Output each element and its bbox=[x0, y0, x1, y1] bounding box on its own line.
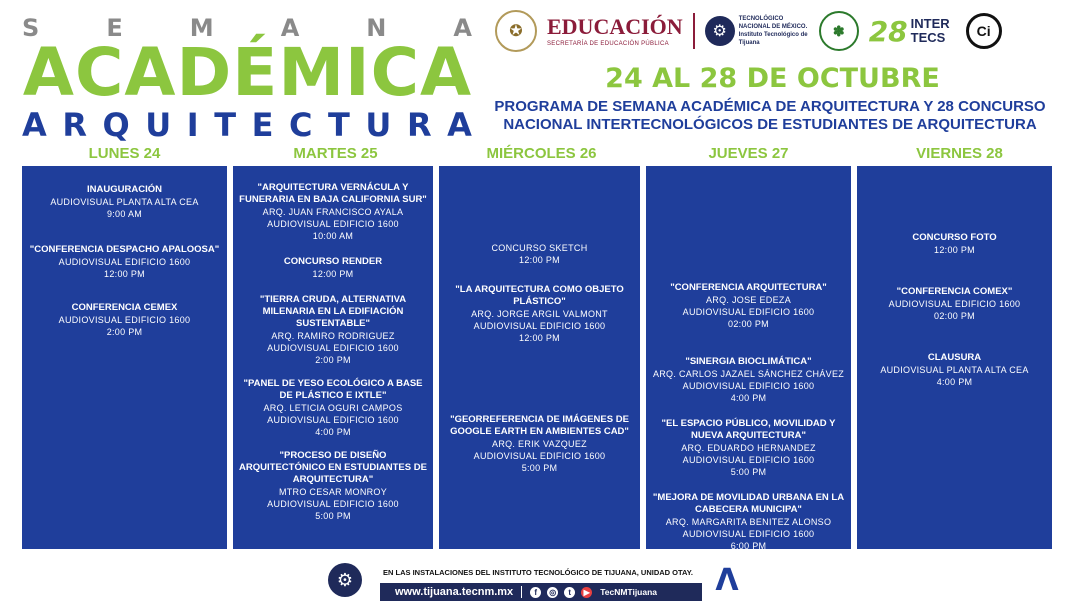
event-detail: 02:00 PM bbox=[728, 319, 769, 329]
event-detail: 5:00 PM bbox=[730, 467, 767, 477]
title-letter: T bbox=[328, 106, 350, 144]
event-detail: 2:00 PM bbox=[106, 327, 143, 337]
title-letter: A bbox=[447, 106, 472, 144]
event-detail: CONCURSO SKETCH bbox=[491, 243, 588, 253]
website-link[interactable]: www.tijuana.tecnm.mx bbox=[395, 586, 514, 598]
title-letter: U bbox=[145, 106, 172, 144]
schedule-column-miercoles bbox=[439, 166, 640, 549]
footer-location: EN LAS INSTALACIONES DEL INSTITUTO TECNOLÓGICO DE TIJUANA, UNIDAD OTAY. bbox=[383, 568, 694, 577]
header-logos bbox=[495, 8, 1075, 54]
schedule-event bbox=[445, 284, 634, 344]
title-letter: E bbox=[251, 106, 274, 144]
title-letter: N bbox=[366, 14, 387, 42]
tijuana-logo-icon: ✽ bbox=[819, 11, 859, 51]
event-detail: AUDIOVISUAL EDIFICIO 1600 bbox=[473, 451, 606, 461]
event-detail: 12:00 PM bbox=[934, 245, 975, 255]
divider bbox=[521, 586, 522, 598]
event-detail: AUDIOVISUAL EDIFICIO 1600 bbox=[682, 455, 815, 465]
title-academica: ACADÉMICA bbox=[22, 34, 473, 111]
schedule-event bbox=[652, 282, 845, 330]
event-title: "CONFERENCIA COMEX" bbox=[896, 286, 1013, 297]
event-detail: ARQ. JUAN FRANCISCO AYALA bbox=[262, 207, 404, 217]
schedule-column-lunes bbox=[22, 166, 227, 549]
day-header-miercoles: MIÉRCOLES 26 bbox=[486, 145, 597, 162]
title-letter: E bbox=[106, 14, 123, 42]
twitter-icon[interactable]: t bbox=[564, 587, 575, 598]
event-detail: AUDIOVISUAL EDIFICIO 1600 bbox=[682, 529, 815, 539]
schedule-column-jueves bbox=[646, 166, 851, 549]
event-detail: AUDIOVISUAL EDIFICIO 1600 bbox=[267, 343, 399, 353]
event-title: CONCURSO FOTO bbox=[912, 232, 997, 243]
schedule-event bbox=[863, 286, 1046, 322]
event-title: "CONFERENCIA DESPACHO APALOOSA" bbox=[29, 244, 220, 255]
schedule-event bbox=[28, 184, 221, 220]
day-header-viernes: VIERNES 28 bbox=[916, 145, 1003, 162]
ci-logo-icon: Ci bbox=[966, 13, 1002, 49]
event-detail: 5:00 PM bbox=[521, 463, 558, 473]
schedule-event bbox=[652, 418, 845, 478]
event-title: "GEORREFERENCIA DE IMÁGENES DE GOOGLE EARTH EN AMBIENTES CAD" bbox=[450, 414, 629, 437]
schedule-event bbox=[445, 242, 634, 266]
tecnm-gear-icon: ⚙ bbox=[328, 563, 362, 597]
schedule-column-viernes bbox=[857, 166, 1052, 549]
educacion-wordmark: EDUCACIÓN bbox=[547, 13, 683, 39]
event-detail: AUDIOVISUAL EDIFICIO 1600 bbox=[267, 415, 399, 425]
event-title: CLAUSURA bbox=[927, 352, 982, 363]
subtitle-line-2: NACIONAL INTERTECNOLÓGICOS DE ESTUDIANTES DE ARQUITECTURA bbox=[503, 116, 1037, 133]
title-letter: C bbox=[289, 106, 313, 144]
tecnm-logo bbox=[705, 15, 809, 47]
intertecs-wordmark bbox=[911, 17, 950, 45]
subtitle-line-1: PROGRAMA DE SEMANA ACADÉMICA DE ARQUITECTURA Y 28 CONCURSO bbox=[494, 98, 1046, 115]
schedule-event bbox=[863, 232, 1046, 256]
event-detail: MTRO CESAR MONROY bbox=[278, 487, 388, 497]
title-arquitectura bbox=[22, 106, 472, 144]
event-detail: 12:00 PM bbox=[312, 269, 354, 279]
event-detail: 5:00 PM bbox=[315, 511, 351, 521]
title-letter: I bbox=[186, 106, 199, 144]
event-detail: 4:00 PM bbox=[315, 427, 351, 437]
program-subtitle bbox=[470, 98, 1070, 134]
title-letter: S bbox=[22, 14, 40, 42]
event-detail: ARQ. JORGE ARGIL VALMONT bbox=[471, 309, 608, 319]
event-detail: ARQ. RAMIRO RODRIGUEZ bbox=[271, 331, 395, 341]
schedule-event bbox=[239, 450, 427, 522]
logo-divider bbox=[693, 13, 695, 49]
event-detail: ARQ. JOSE EDEZA bbox=[705, 295, 792, 305]
title-letter: A bbox=[280, 14, 300, 42]
schedule-event bbox=[239, 256, 427, 280]
event-detail: ARQ. EDUARDO HERNANDEZ bbox=[681, 443, 816, 453]
event-title: CONFERENCIA CEMEX bbox=[71, 302, 178, 313]
event-detail: AUDIOVISUAL EDIFICIO 1600 bbox=[888, 299, 1021, 309]
schedule-event bbox=[445, 414, 634, 474]
tecnm-wordmark: TECNOLÓGICO NACIONAL DE MÉXICO. Instituto Tecnológico de Tijuana bbox=[738, 16, 808, 46]
event-detail: 12:00 PM bbox=[519, 255, 560, 265]
schedule-column-martes bbox=[233, 166, 433, 549]
intertecs-line-1: INTER bbox=[910, 16, 950, 31]
schedule-event bbox=[239, 378, 427, 438]
event-detail: 10:00 AM bbox=[312, 231, 354, 241]
event-detail: AUDIOVISUAL EDIFICIO 1600 bbox=[682, 381, 815, 391]
event-detail: 4:00 PM bbox=[936, 377, 973, 387]
event-detail: 9:00 AM bbox=[106, 209, 143, 219]
gear-icon: ⚙ bbox=[705, 16, 735, 46]
event-title: "TIERRA CRUDA, ALTERNATIVA MILENARIA EN LA EDIFIACIÓN SUSTENTABLE" bbox=[259, 294, 407, 329]
schedule-event bbox=[28, 244, 221, 280]
social-handle: TecNMTijuana bbox=[600, 587, 658, 597]
schedule-event bbox=[652, 356, 845, 404]
event-title: "PROCESO DE DISEÑO ARQUITECTÓNICO EN ESTUDIANTES DE ARQUITECTURA" bbox=[239, 450, 427, 485]
event-detail: ARQ. ERIK VAZQUEZ bbox=[492, 439, 587, 449]
event-detail: AUDIOVISUAL PLANTA ALTA CEA bbox=[880, 365, 1029, 375]
event-detail: AUDIOVISUAL EDIFICIO 1600 bbox=[58, 315, 191, 325]
event-detail: ARQ. LETICIA OGURI CAMPOS bbox=[263, 403, 403, 413]
schedule-event bbox=[863, 352, 1046, 388]
title-letter: A bbox=[22, 106, 47, 144]
event-detail: 2:00 PM bbox=[315, 355, 351, 365]
event-detail: 6:00 PM bbox=[730, 541, 767, 551]
event-detail: AUDIOVISUAL EDIFICIO 1600 bbox=[682, 307, 815, 317]
title-letter: Q bbox=[102, 106, 130, 144]
day-header-jueves: JUEVES 27 bbox=[708, 145, 789, 162]
event-detail: 12:00 PM bbox=[104, 269, 145, 279]
mexico-seal-icon: ✪ bbox=[495, 10, 537, 52]
event-detail: AUDIOVISUAL EDIFICIO 1600 bbox=[58, 257, 191, 267]
youtube-icon[interactable]: ▶ bbox=[581, 587, 592, 598]
event-dates: 24 AL 28 DE OCTUBRE bbox=[605, 63, 940, 94]
title-letter: T bbox=[214, 106, 237, 144]
day-header-lunes: LUNES 24 bbox=[88, 145, 161, 162]
event-title: "ARQUITECTURA VERNÁCULA Y FUNERARIA EN BAJA CALIFORNIA SUR" bbox=[239, 182, 427, 205]
intertecs-logo bbox=[869, 15, 950, 48]
title-letter: U bbox=[365, 106, 392, 144]
event-detail: 4:00 PM bbox=[730, 393, 767, 403]
event-title: "SINERGIA BIOCLIMÁTICA" bbox=[685, 356, 812, 367]
title-letter: R bbox=[62, 106, 87, 144]
title-letter: M bbox=[189, 14, 214, 42]
event-detail: 02:00 PM bbox=[934, 311, 975, 321]
arquitectura-logo-icon: Ʌ bbox=[715, 563, 739, 598]
event-title: "MEJORA DE MOVILIDAD URBANA EN LA CABECERA MUNICIPA" bbox=[652, 492, 845, 515]
event-detail: 12:00 PM bbox=[519, 333, 560, 343]
intertecs-number: 28 bbox=[868, 14, 908, 48]
instagram-icon[interactable]: ◎ bbox=[547, 587, 558, 598]
event-detail: ARQ. CARLOS JAZAEL SÁNCHEZ CHÁVEZ bbox=[652, 369, 845, 379]
schedule-event bbox=[652, 492, 845, 552]
event-title: CONCURSO RENDER bbox=[283, 256, 383, 267]
event-detail: AUDIOVISUAL PLANTA ALTA CEA bbox=[50, 197, 199, 207]
event-title: INAUGURACIÓN bbox=[87, 184, 162, 195]
event-title: "PANEL DE YESO ECOLÓGICO A BASE DE PLÁSTICO E IXTLE" bbox=[243, 378, 423, 401]
event-detail: AUDIOVISUAL EDIFICIO 1600 bbox=[267, 219, 399, 229]
schedule-event bbox=[28, 302, 221, 338]
title-letter: R bbox=[406, 106, 432, 144]
intertecs-line-2: TECS bbox=[910, 30, 946, 45]
schedule-event bbox=[239, 294, 427, 366]
educacion-logo bbox=[547, 13, 683, 47]
schedule-event bbox=[239, 182, 427, 242]
event-detail: ARQ. MARGARITA BENITEZ ALONSO bbox=[665, 517, 832, 527]
event-title: "EL ESPACIO PÚBLICO, MOVILIDAD Y NUEVA ARQUITECTURA" bbox=[661, 418, 836, 441]
title-letter: A bbox=[453, 14, 472, 42]
event-title: "LA ARQUITECTURA COMO OBJETO PLÁSTICO" bbox=[455, 284, 624, 307]
day-header-martes: MARTES 25 bbox=[293, 145, 378, 162]
facebook-icon[interactable]: f bbox=[530, 587, 541, 598]
sep-wordmark: SECRETARÍA DE EDUCACIÓN PÚBLICA bbox=[547, 40, 669, 47]
footer-contact-bar bbox=[380, 583, 702, 601]
event-detail: AUDIOVISUAL EDIFICIO 1600 bbox=[473, 321, 606, 331]
event-title: "CONFERENCIA ARQUITECTURA" bbox=[670, 282, 827, 293]
event-detail: AUDIOVISUAL EDIFICIO 1600 bbox=[267, 499, 399, 509]
